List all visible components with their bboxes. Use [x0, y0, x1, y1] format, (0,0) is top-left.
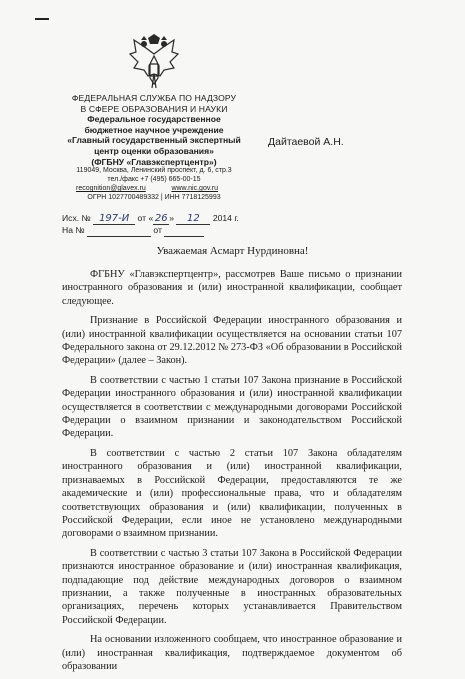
paragraph: Признание в Российской Федерации иностранного образования и (или) иностранной квалификации осуществляется на основании статьи 107 Федерального закона от 29.12.2012 № 273-ФЗ «Об образовании в Российской Федерации» (далее – Закон).: [62, 315, 402, 367]
paragraph: ФГБНУ «Главэкспертцентр», рассмотрев Ваше письмо о признании иностранного образования и (или) иностранной квалификации, сообщает следующее.: [62, 269, 402, 307]
ref2-number-blank: [87, 225, 151, 237]
ref-year: 2014 г.: [212, 213, 239, 223]
registration-block: Исх. № 197-И от « 26 » 12 2014 г. На № от: [62, 213, 239, 235]
org-line: (ФГБНУ «Главэкспертцентр»): [91, 156, 217, 167]
ref2-date-blank: [164, 225, 204, 237]
org-line: ФЕДЕРАЛЬНАЯ СЛУЖБА ПО НАДЗОРУ: [71, 93, 237, 103]
paragraph: В соответствии с частью 2 статьи 107 Закона обладателям иностранного образования и (или) иностранной квалификации, признаваемых в Российской Федерации, предоставляются те же академические и (или) профессиональные права, что и обладателям соответствующих образования и (или) квалификации, полученных в Российской Федерации, если иное не установлено международными договорами о взаимном признании.: [62, 447, 402, 540]
paragraph: На основании изложенного сообщаем, что иностранное образование и (или) иностранная квалификация, подтверждаемое документом об образовании: [62, 634, 402, 672]
paragraph: В соответствии с частью 3 статьи 107 Закона в Российской Федерации признаются иностранное образование и (или) иностранная квалификация, подпадающие под действие международных договоров о взаимном признании, а также полученные в иностранных образовательных организациях, перечень которых устанавливается Правительством Российской Федерации.: [62, 547, 402, 626]
ref-day: 26: [154, 213, 168, 224]
org-line: Федеральное государственное: [87, 114, 221, 125]
ref-label: Исх. №: [62, 213, 91, 223]
ogrn-line: ОГРН 1027700489332 | ИНН 7718125993: [87, 194, 221, 201]
ref2-label: На №: [62, 225, 85, 235]
org-line: центр оценки образования»: [94, 145, 214, 156]
website-link[interactable]: www.nic.gov.ru: [171, 185, 218, 192]
ref-number: 197-И: [93, 213, 135, 225]
letter-body: [62, 268, 402, 679]
from-label: от «: [137, 213, 154, 223]
corner-mark: [35, 18, 49, 20]
email-link[interactable]: recognition@glavex.ru: [76, 185, 146, 192]
organization-block: [62, 93, 246, 167]
recipient-name: Дайтаевой А.Н.: [268, 136, 344, 148]
org-line: бюджетное научное учреждение: [84, 124, 224, 135]
ref-month: 12: [176, 213, 210, 225]
phone-line: тел./факс +7 (495) 665-00-15: [107, 176, 201, 183]
org-line: «Главный государственный экспертный: [67, 135, 241, 146]
address-block: [62, 166, 246, 202]
greeting: Уважаемая Асмарт Нурдиновна!: [156, 245, 309, 257]
paragraph: В соответствии с частью 1 статьи 107 Закона признание в Российской Федерации иностранного образования и (или) иностранной квалификации осуществляется в соответствии с международными договорами Российской Федерации о взаимном признании и законодательством Российской Федерации.: [62, 374, 402, 440]
contacts-line: [62, 184, 246, 193]
coat-of-arms-icon: [126, 34, 182, 94]
org-line: В СФЕРЕ ОБРАЗОВАНИЯ И НАУКИ: [80, 103, 228, 114]
address-line: 119049, Москва, Ленинский проспект, д. 6, стр.3: [76, 167, 232, 174]
ref2-from-label: от: [153, 225, 162, 235]
